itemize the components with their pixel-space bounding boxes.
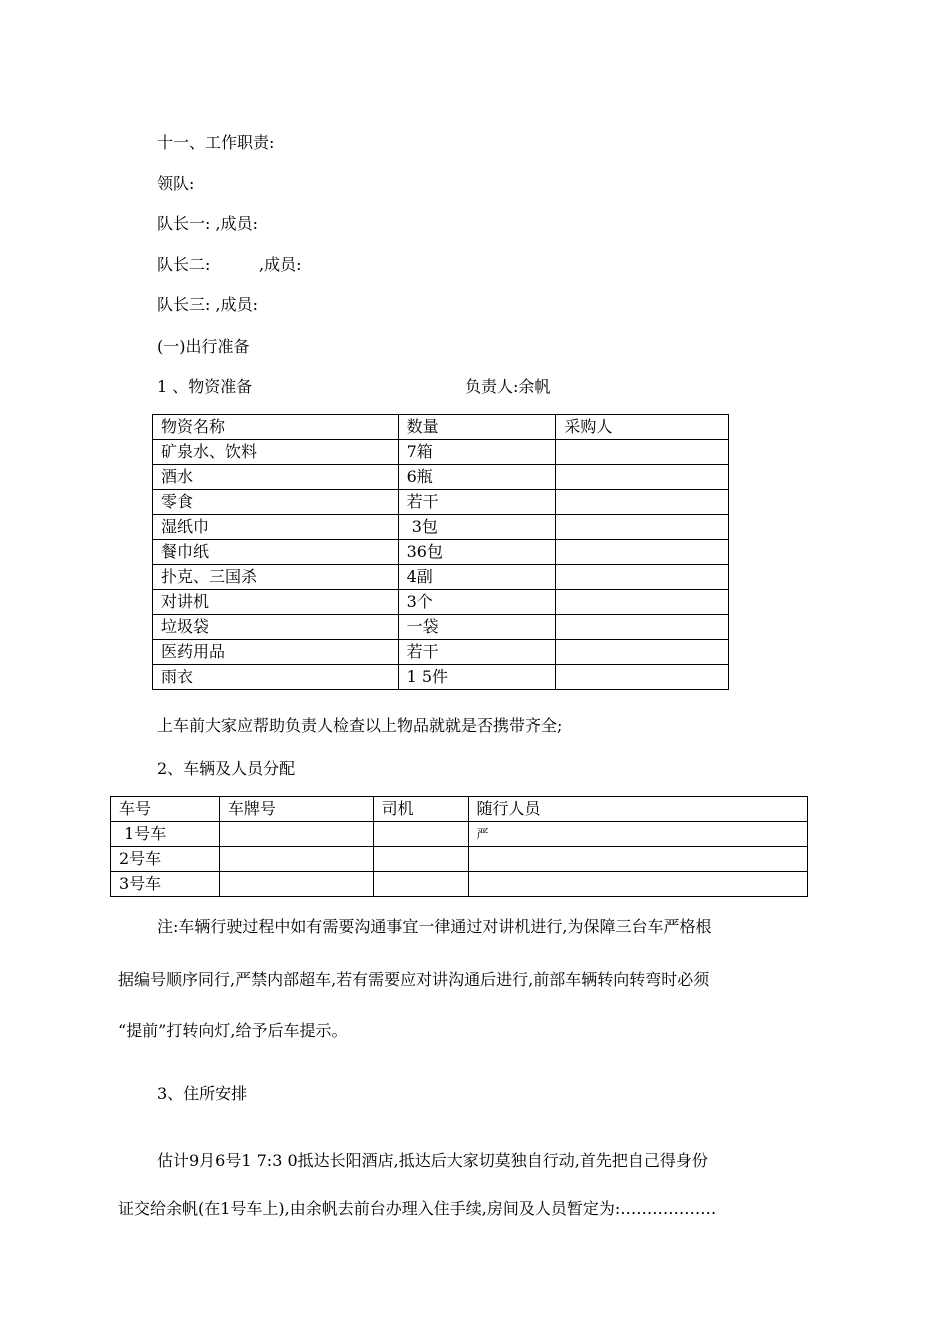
vehicle-note-line-2: 据编号顺序同行,严禁内部超车,若有需要应对讲沟通后进行,前部车辆转向转弯时必须 — [118, 970, 710, 989]
item-name: 餐巾纸 — [153, 540, 399, 565]
item-name: 扑克、三国杀 — [153, 565, 399, 590]
lodging-heading: 3、住所安排 — [157, 1084, 248, 1103]
item-qty: 若干 — [398, 640, 556, 665]
captain-one-line: 队长一: ,成员: — [157, 214, 258, 233]
table-row — [111, 847, 808, 872]
item-buyer — [556, 665, 729, 690]
item-buyer — [556, 490, 729, 515]
item-name: 矿泉水、饮料 — [153, 440, 399, 465]
column-header: 采购人 — [556, 415, 729, 440]
driver — [373, 872, 468, 897]
item-qty: 若干 — [398, 490, 556, 515]
column-header: 司机 — [373, 797, 468, 822]
item-buyer — [556, 640, 729, 665]
item-name: 零食 — [153, 490, 399, 515]
supplies-responsible: 负责人:余帆 — [465, 377, 551, 396]
item-name: 湿纸巾 — [153, 515, 399, 540]
passengers: 严 — [468, 822, 807, 847]
item-buyer — [556, 440, 729, 465]
item-buyer — [556, 465, 729, 490]
car-number: 2号车 — [111, 847, 220, 872]
table-row — [153, 590, 729, 615]
plate-number — [219, 847, 373, 872]
vehicles-header-row — [111, 797, 808, 822]
plate-number — [219, 872, 373, 897]
captain-two-label: 队长二: — [157, 255, 211, 274]
vehicle-note-line-1: 注:车辆行驶过程中如有需要沟通事宜一律通过对讲机进行,为保障三台车严格根 — [157, 917, 712, 936]
item-qty: 3个 — [398, 590, 556, 615]
table-row — [153, 490, 729, 515]
table-row — [153, 540, 729, 565]
table-row — [153, 615, 729, 640]
table-row — [153, 465, 729, 490]
item-name: 酒水 — [153, 465, 399, 490]
supplies-note: 上车前大家应帮助负责人检查以上物品就就是否携带齐全; — [157, 716, 563, 735]
column-header: 随行人员 — [468, 797, 807, 822]
item-qty: 1 5件 — [398, 665, 556, 690]
table-row — [153, 565, 729, 590]
vehicles-table — [110, 796, 808, 897]
plate-number — [219, 822, 373, 847]
item-qty: 3包 — [398, 515, 556, 540]
vehicle-note-line-3: “提前”打转向灯,给予后车提示。 — [118, 1021, 348, 1040]
item-buyer — [556, 615, 729, 640]
lodging-line-1: 估计9月6号1 7:3 0抵达长阳酒店,抵达后大家切莫独自行动,首先把自己得身份 — [157, 1151, 708, 1170]
car-number: 3号车 — [111, 872, 220, 897]
lodging-line-2: 证交给余帆(在1号车上),由余帆去前台办理入住手续,房间及人员暂定为:……………… — [118, 1199, 717, 1218]
supplies-header-row — [153, 415, 729, 440]
item-qty: 36包 — [398, 540, 556, 565]
supplies-table — [152, 414, 729, 690]
item-name: 医药用品 — [153, 640, 399, 665]
table-row — [111, 872, 808, 897]
column-header: 数量 — [398, 415, 556, 440]
leader-line: 领队: — [157, 174, 195, 193]
column-header: 物资名称 — [153, 415, 399, 440]
item-qty: 4副 — [398, 565, 556, 590]
section-title: 十一、工作职责: — [157, 133, 275, 152]
item-name: 垃圾袋 — [153, 615, 399, 640]
column-header: 车号 — [111, 797, 220, 822]
item-qty: 6瓶 — [398, 465, 556, 490]
table-row — [111, 822, 808, 847]
passengers — [468, 872, 807, 897]
driver — [373, 847, 468, 872]
prep-title: (一)出行准备 — [157, 337, 250, 356]
driver — [373, 822, 468, 847]
passengers — [468, 847, 807, 872]
captain-three-line: 队长三: ,成员: — [157, 295, 258, 314]
item-name: 对讲机 — [153, 590, 399, 615]
table-row — [153, 640, 729, 665]
captain-two-members: ,成员: — [259, 255, 302, 274]
item-qty: 一袋 — [398, 615, 556, 640]
item-buyer — [556, 590, 729, 615]
item-buyer — [556, 515, 729, 540]
table-row — [153, 665, 729, 690]
table-row — [153, 515, 729, 540]
item-qty: 7箱 — [398, 440, 556, 465]
item-buyer — [556, 540, 729, 565]
supplies-heading: 1 、物资准备 — [157, 377, 253, 396]
column-header: 车牌号 — [219, 797, 373, 822]
item-name: 雨衣 — [153, 665, 399, 690]
car-number: 1号车 — [111, 822, 220, 847]
item-buyer — [556, 565, 729, 590]
vehicles-heading: 2、车辆及人员分配 — [157, 759, 296, 778]
table-row — [153, 440, 729, 465]
